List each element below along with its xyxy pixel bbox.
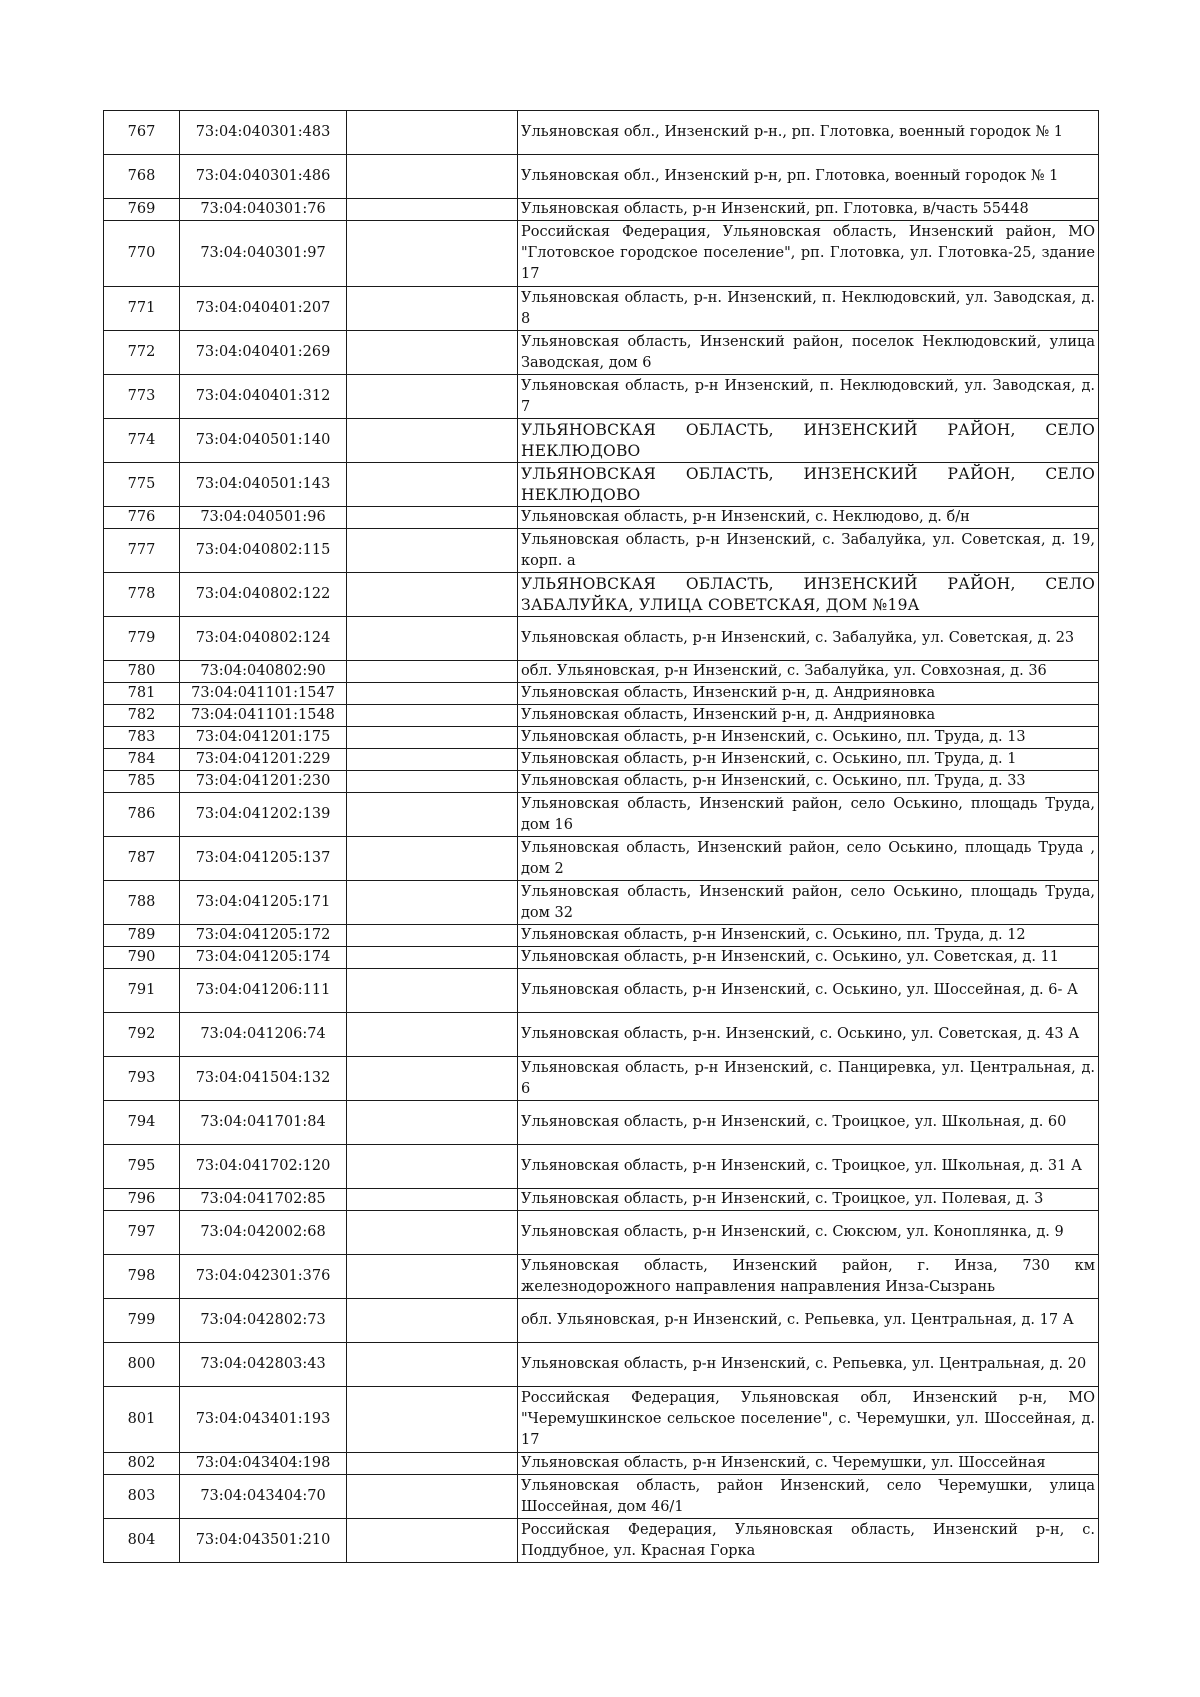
cadastral-number-cell: 73:04:040401:207 (180, 287, 347, 331)
row-number-cell: 793 (104, 1057, 180, 1101)
row-number-cell: 785 (104, 771, 180, 793)
address-cell: УЛЬЯНОВСКАЯ ОБЛАСТЬ, ИНЗЕНСКИЙ РАЙОН, СЕЛО НЕКЛЮДОВО (518, 419, 1099, 463)
table-row (104, 1475, 1099, 1519)
address-cell: Ульяновская область, р-н. Инзенский, п. Неклюдовский, ул. Заводская, д. 8 (518, 287, 1099, 331)
registry-table (103, 110, 1099, 1563)
row-number-cell: 771 (104, 287, 180, 331)
row-number-cell: 780 (104, 661, 180, 683)
row-number-cell: 782 (104, 705, 180, 727)
address-cell: обл. Ульяновская, р-н Инзенский, с. Забалуйка, ул. Совхозная, д. 36 (518, 661, 1099, 683)
empty-cell (347, 1519, 518, 1563)
address-cell: Российская Федерация, Ульяновская область, Инзенский район, МО "Глотовское городское поселение", рп. Глотовка, ул. Глотовка-25, здание 17 (518, 221, 1099, 287)
row-number-cell: 788 (104, 881, 180, 925)
cadastral-number-cell: 73:04:041206:111 (180, 969, 347, 1013)
row-number-cell: 794 (104, 1101, 180, 1145)
empty-cell (347, 507, 518, 529)
empty-cell (347, 925, 518, 947)
row-number-cell: 783 (104, 727, 180, 749)
row-number-cell: 791 (104, 969, 180, 1013)
table-row (104, 793, 1099, 837)
address-cell: Ульяновская область, Инзенский р-н, д. Андрияновка (518, 705, 1099, 727)
empty-cell (347, 661, 518, 683)
row-number-cell: 789 (104, 925, 180, 947)
table-row (104, 881, 1099, 925)
row-number-cell: 786 (104, 793, 180, 837)
address-cell: Ульяновская область, р-н Инзенский, с. Троицкое, ул. Школьная, д. 60 (518, 1101, 1099, 1145)
empty-cell (347, 1299, 518, 1343)
row-number-cell: 772 (104, 331, 180, 375)
cadastral-number-cell: 73:04:041702:85 (180, 1189, 347, 1211)
empty-cell (347, 221, 518, 287)
cadastral-number-cell: 73:04:041201:230 (180, 771, 347, 793)
table-row (104, 1453, 1099, 1475)
cadastral-number-cell: 73:04:043404:198 (180, 1453, 347, 1475)
empty-cell (347, 749, 518, 771)
empty-cell (347, 155, 518, 199)
table-row (104, 947, 1099, 969)
row-number-cell: 802 (104, 1453, 180, 1475)
address-cell: Ульяновская область, р-н Инзенский, с. Оськино, пл. Труда, д. 12 (518, 925, 1099, 947)
table-row (104, 705, 1099, 727)
cadastral-number-cell: 73:04:040802:115 (180, 529, 347, 573)
address-cell: УЛЬЯНОВСКАЯ ОБЛАСТЬ, ИНЗЕНСКИЙ РАЙОН, СЕЛО ЗАБАЛУЙКА, УЛИЦА СОВЕТСКАЯ, ДОМ №19А (518, 573, 1099, 617)
row-number-cell: 767 (104, 111, 180, 155)
cadastral-number-cell: 73:04:041205:172 (180, 925, 347, 947)
address-cell: Ульяновская область, р-н. Инзенский, с. Оськино, ул. Советская, д. 43 А (518, 1013, 1099, 1057)
table-row (104, 749, 1099, 771)
cadastral-number-cell: 73:04:041202:139 (180, 793, 347, 837)
empty-cell (347, 1255, 518, 1299)
address-cell: Ульяновская область, р-н Инзенский, с. Неклюдово, д. б/н (518, 507, 1099, 529)
empty-cell (347, 947, 518, 969)
row-number-cell: 778 (104, 573, 180, 617)
address-cell: Ульяновская область, р-н Инзенский, с. Репьевка, ул. Центральная, д. 20 (518, 1343, 1099, 1387)
address-cell: Ульяновская область, Инзенский р-н, д. Андрияновка (518, 683, 1099, 705)
address-cell: обл. Ульяновская, р-н Инзенский, с. Репьевка, ул. Центральная, д. 17 А (518, 1299, 1099, 1343)
empty-cell (347, 969, 518, 1013)
empty-cell (347, 683, 518, 705)
table-row (104, 1101, 1099, 1145)
table-row (104, 925, 1099, 947)
table-row (104, 727, 1099, 749)
cadastral-number-cell: 73:04:043501:210 (180, 1519, 347, 1563)
empty-cell (347, 331, 518, 375)
empty-cell (347, 1211, 518, 1255)
row-number-cell: 795 (104, 1145, 180, 1189)
address-cell: Ульяновская область, Инзенский район, село Оськино, площадь Труда, дом 32 (518, 881, 1099, 925)
cadastral-number-cell: 73:04:043404:70 (180, 1475, 347, 1519)
address-cell: Ульяновская область, р-н Инзенский, рп. Глотовка, в/часть 55448 (518, 199, 1099, 221)
empty-cell (347, 1453, 518, 1475)
address-cell: Ульяновская обл., Инзенский р-н, рп. Глотовка, военный городок № 1 (518, 155, 1099, 199)
address-cell: Российская Федерация, Ульяновская обл, Инзенский р-н, МО "Черемушкинское сельское поселение", с. Черемушки, ул. Шоссейная, д. 17 (518, 1387, 1099, 1453)
empty-cell (347, 111, 518, 155)
address-cell: Ульяновская область, р-н Инзенский, с. Троицкое, ул. Полевая, д. 3 (518, 1189, 1099, 1211)
empty-cell (347, 793, 518, 837)
table-row (104, 1189, 1099, 1211)
table-row (104, 1387, 1099, 1453)
table-row (104, 837, 1099, 881)
table-row (104, 221, 1099, 287)
cadastral-number-cell: 73:04:041205:171 (180, 881, 347, 925)
empty-cell (347, 199, 518, 221)
empty-cell (347, 1013, 518, 1057)
table-row (104, 573, 1099, 617)
cadastral-number-cell: 73:04:042002:68 (180, 1211, 347, 1255)
row-number-cell: 774 (104, 419, 180, 463)
address-cell: Ульяновская область, р-н Инзенский, с. Троицкое, ул. Школьная, д. 31 А (518, 1145, 1099, 1189)
empty-cell (347, 529, 518, 573)
table-row (104, 287, 1099, 331)
table-row (104, 463, 1099, 507)
row-number-cell: 775 (104, 463, 180, 507)
empty-cell (347, 1101, 518, 1145)
table-row (104, 683, 1099, 705)
cadastral-number-cell: 73:04:041205:174 (180, 947, 347, 969)
row-number-cell: 770 (104, 221, 180, 287)
address-cell: Ульяновская область, Инзенский район, село Оськино, площадь Труда , дом 2 (518, 837, 1099, 881)
cadastral-number-cell: 73:04:041101:1547 (180, 683, 347, 705)
address-cell: УЛЬЯНОВСКАЯ ОБЛАСТЬ, ИНЗЕНСКИЙ РАЙОН, СЕЛО НЕКЛЮДОВО (518, 463, 1099, 507)
address-cell: Ульяновская область, р-н Инзенский, с. Оськино, пл. Труда, д. 1 (518, 749, 1099, 771)
cadastral-number-cell: 73:04:040802:124 (180, 617, 347, 661)
cadastral-number-cell: 73:04:042803:43 (180, 1343, 347, 1387)
empty-cell (347, 771, 518, 793)
table-row (104, 1299, 1099, 1343)
cadastral-number-cell: 73:04:040301:97 (180, 221, 347, 287)
table-row (104, 419, 1099, 463)
empty-cell (347, 1387, 518, 1453)
row-number-cell: 784 (104, 749, 180, 771)
address-cell: Ульяновская область, Инзенский район, село Оськино, площадь Труда, дом 16 (518, 793, 1099, 837)
row-number-cell: 781 (104, 683, 180, 705)
table-row (104, 1145, 1099, 1189)
empty-cell (347, 1475, 518, 1519)
row-number-cell: 798 (104, 1255, 180, 1299)
address-cell: Ульяновская область, р-н Инзенский, с. Оськино, ул. Шоссейная, д. 6- А (518, 969, 1099, 1013)
address-cell: Ульяновская область, р-н Инзенский, с. Оськино, ул. Советская, д. 11 (518, 947, 1099, 969)
address-cell: Ульяновская область, р-н Инзенский, с. Забалуйка, ул. Советская, д. 23 (518, 617, 1099, 661)
empty-cell (347, 419, 518, 463)
cadastral-number-cell: 73:04:042301:376 (180, 1255, 347, 1299)
row-number-cell: 803 (104, 1475, 180, 1519)
cadastral-number-cell: 73:04:040301:483 (180, 111, 347, 155)
cadastral-number-cell: 73:04:041206:74 (180, 1013, 347, 1057)
cadastral-number-cell: 73:04:041201:175 (180, 727, 347, 749)
table-row (104, 1343, 1099, 1387)
empty-cell (347, 1343, 518, 1387)
row-number-cell: 796 (104, 1189, 180, 1211)
cadastral-number-cell: 73:04:041201:229 (180, 749, 347, 771)
empty-cell (347, 573, 518, 617)
cadastral-number-cell: 73:04:040802:90 (180, 661, 347, 683)
address-cell: Ульяновская область, Инзенский район, поселок Неклюдовский, улица Заводская, дом 6 (518, 331, 1099, 375)
registry-table-body (104, 111, 1099, 1563)
cadastral-number-cell: 73:04:040802:122 (180, 573, 347, 617)
empty-cell (347, 727, 518, 749)
address-cell: Российская Федерация, Ульяновская область, Инзенский р-н, с. Поддубное, ул. Красная Горка (518, 1519, 1099, 1563)
cadastral-number-cell: 73:04:041701:84 (180, 1101, 347, 1145)
row-number-cell: 779 (104, 617, 180, 661)
table-row (104, 155, 1099, 199)
row-number-cell: 776 (104, 507, 180, 529)
cadastral-number-cell: 73:04:040401:312 (180, 375, 347, 419)
table-row (104, 507, 1099, 529)
cadastral-number-cell: 73:04:041205:137 (180, 837, 347, 881)
empty-cell (347, 1057, 518, 1101)
address-cell: Ульяновская область, Инзенский район, г. Инза, 730 км железнодорожного направления направления Инза-Сызрань (518, 1255, 1099, 1299)
table-row (104, 1519, 1099, 1563)
address-cell: Ульяновская область, р-н Инзенский, с. Панциревка, ул. Центральная, д. 6 (518, 1057, 1099, 1101)
table-row (104, 199, 1099, 221)
row-number-cell: 790 (104, 947, 180, 969)
row-number-cell: 769 (104, 199, 180, 221)
row-number-cell: 787 (104, 837, 180, 881)
address-cell: Ульяновская область, р-н Инзенский, с. Оськино, пл. Труда, д. 33 (518, 771, 1099, 793)
row-number-cell: 800 (104, 1343, 180, 1387)
address-cell: Ульяновская область, р-н Инзенский, с. Черемушки, ул. Шоссейная (518, 1453, 1099, 1475)
row-number-cell: 768 (104, 155, 180, 199)
empty-cell (347, 881, 518, 925)
address-cell: Ульяновская область, район Инзенский, село Черемушки, улица Шоссейная, дом 46/1 (518, 1475, 1099, 1519)
table-row (104, 1211, 1099, 1255)
empty-cell (347, 617, 518, 661)
address-cell: Ульяновская область, р-н Инзенский, п. Неклюдовский, ул. Заводская, д. 7 (518, 375, 1099, 419)
table-row (104, 771, 1099, 793)
cadastral-number-cell: 73:04:041504:132 (180, 1057, 347, 1101)
cadastral-number-cell: 73:04:042802:73 (180, 1299, 347, 1343)
table-row (104, 617, 1099, 661)
cadastral-number-cell: 73:04:041101:1548 (180, 705, 347, 727)
table-row (104, 969, 1099, 1013)
empty-cell (347, 463, 518, 507)
empty-cell (347, 287, 518, 331)
cadastral-number-cell: 73:04:040501:143 (180, 463, 347, 507)
row-number-cell: 773 (104, 375, 180, 419)
table-row (104, 111, 1099, 155)
address-cell: Ульяновская область, р-н Инзенский, с. Оськино, пл. Труда, д. 13 (518, 727, 1099, 749)
cadastral-number-cell: 73:04:040301:486 (180, 155, 347, 199)
row-number-cell: 799 (104, 1299, 180, 1343)
empty-cell (347, 1189, 518, 1211)
cadastral-number-cell: 73:04:043401:193 (180, 1387, 347, 1453)
table-row (104, 529, 1099, 573)
empty-cell (347, 1145, 518, 1189)
cadastral-number-cell: 73:04:040401:269 (180, 331, 347, 375)
table-row (104, 1057, 1099, 1101)
table-row (104, 1013, 1099, 1057)
cadastral-number-cell: 73:04:040301:76 (180, 199, 347, 221)
row-number-cell: 801 (104, 1387, 180, 1453)
address-cell: Ульяновская область, р-н Инзенский, с. Сюксюм, ул. Коноплянка, д. 9 (518, 1211, 1099, 1255)
table-row (104, 331, 1099, 375)
empty-cell (347, 705, 518, 727)
cadastral-number-cell: 73:04:040501:96 (180, 507, 347, 529)
empty-cell (347, 837, 518, 881)
row-number-cell: 777 (104, 529, 180, 573)
cadastral-number-cell: 73:04:041702:120 (180, 1145, 347, 1189)
table-row (104, 661, 1099, 683)
address-cell: Ульяновская обл., Инзенский р-н., рп. Глотовка, военный городок № 1 (518, 111, 1099, 155)
row-number-cell: 792 (104, 1013, 180, 1057)
row-number-cell: 797 (104, 1211, 180, 1255)
cadastral-number-cell: 73:04:040501:140 (180, 419, 347, 463)
table-row (104, 375, 1099, 419)
address-cell: Ульяновская область, р-н Инзенский, с. Забалуйка, ул. Советская, д. 19, корп. а (518, 529, 1099, 573)
empty-cell (347, 375, 518, 419)
row-number-cell: 804 (104, 1519, 180, 1563)
table-row (104, 1255, 1099, 1299)
